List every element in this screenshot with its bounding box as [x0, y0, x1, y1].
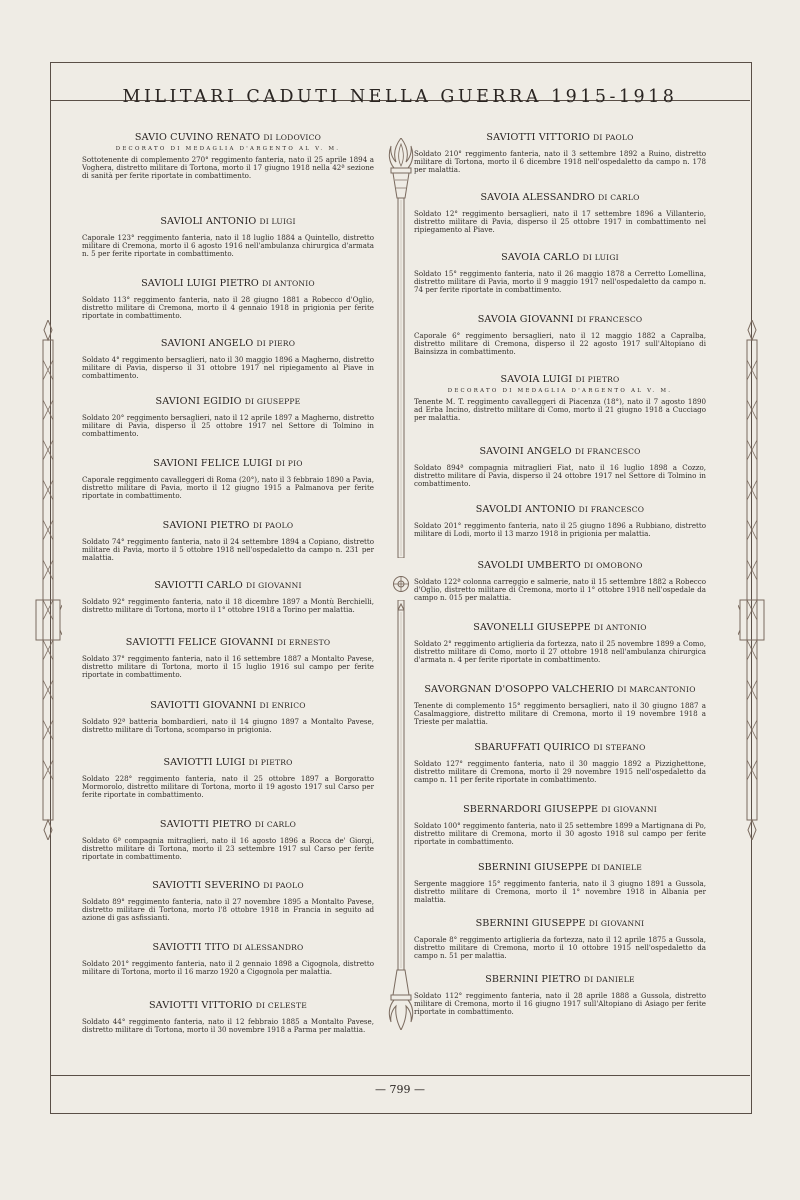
entry [82, 112, 374, 196]
right-fasces-ornament [738, 320, 766, 840]
entry-name: SAVIOLI LUIGI PIETRO DI ANTONIO [141, 278, 315, 289]
entry-text: Soldato 201° reggimento fanteria, nato il 25 giugno 1896 a Rubbiano, distretto militare di Lodi, morto il 13 marzo 1918 in prigionia per malattia. [414, 521, 706, 539]
entry-name: SAVOIA LUIGI DI PIETRO [500, 374, 620, 385]
entry-text: Soldato 4° reggimento bersaglieri, nato il 30 maggio 1896 a Magherno, distretto militare di Pavia, disperso il 31 ottobre 1917 nel ripiegamento al Piave in combattimento. [82, 355, 374, 381]
entry [82, 737, 374, 799]
entry-text: Soldato 6ª compagnia mitraglieri, nato il 16 agosto 1896 a Rocca de' Giorgi, distretto militare di Tortona, morto il 23 settembre 1917 sul Carso per ferite riportate in combattimento. [82, 836, 374, 862]
entry [82, 500, 374, 563]
entry-text: Soldato 92° reggimento fanteria, nato il 18 dicembre 1897 a Montù Berchielli, distretto militare di Tortona, morto il 1° ottobre 1918 a Torino per malattia. [82, 597, 374, 615]
page-number: — 799 — [375, 1083, 425, 1096]
torch-ornament-top [386, 138, 416, 558]
entry [82, 680, 374, 737]
left-fasces-ornament [34, 320, 62, 840]
entry-name: SAVIOTTI SEVERINO DI PAOLO [152, 880, 304, 891]
entry [414, 842, 706, 905]
torch-icon [386, 138, 416, 558]
entry-text: Soldato 210° reggimento fanteria, nato il 3 settembre 1892 a Ruino, distretto militare di Tortona, morto il 6 dicembre 1918 nell'ospedaletto da campo n. 178 per malattia. [414, 149, 706, 175]
entry [414, 898, 706, 961]
entry-name: SAVIOTTI PIETRO DI CARLO [159, 819, 297, 830]
entry [414, 294, 706, 357]
entry [82, 258, 374, 321]
entry-text: Soldato 122ª colonna carreggio e salmerie, nato il 15 settembre 1882 a Robecco d'Oglio, distretto militare di Cremona, morto il 1° ottobre 1918 nell'ospedale da campo n. 015 per malattia. [414, 577, 706, 603]
entry-name: SAVOLDI ANTONIO DI FRANCESCO [475, 504, 645, 515]
entry-text: Soldato 15° reggimento fanteria, nato il 26 maggio 1878 a Cerretto Lomellina, distretto militare di Pavia, morto il 9 maggio 1917 nell'ospedaletto da campo n. 74 per ferite riportate in combattimento. [414, 269, 706, 295]
entry [82, 438, 374, 500]
entry-text: Soldato 92ª batteria bombardieri, nato il 14 giugno 1897 a Montalto Pavese, distretto militare di Tortona, scomparso in prigionia. [82, 717, 374, 735]
entry-name: SAVIOTTI TITO DI ALESSANDRO [152, 942, 304, 953]
entry-name: SAVIOTTI VITTORIO DI PAOLO [486, 132, 634, 143]
entry [82, 560, 374, 617]
entry [414, 172, 706, 235]
entry [414, 354, 706, 426]
entry [414, 954, 706, 1017]
entry-text: Tenente M. T. reggimento cavalleggeri di Piacenza (18°), nato il 7 agosto 1890 ad Erba Incino, distretto militare di Como, morto il 21 giugno 1918 a Cucciago per malattia. [414, 397, 706, 423]
torch-ornament-bottom [386, 600, 416, 1030]
entry-text: Soldato 2° reggimento artiglieria da fortezza, nato il 25 novembre 1899 a Como, distretto militare di Como, morto il 27 ottobre 1918 nell'ambulanza chirurgica d'armata n. 4 per ferite riportate in combattimento. [414, 639, 706, 665]
page-title: MILITARI CADUTI NELLA GUERRA 1915-1918 [122, 86, 678, 107]
entry [414, 426, 706, 489]
entry-text: Soldato 100° reggimento fanteria, nato il 25 settembre 1899 a Martignana di Po, distretto militare di Cremona, morto il 30 agosto 1918 sul campo per ferite riportate in combattimento. [414, 821, 706, 847]
entry-name: SBERNINI GIUSEPPE DI GIOVANNI [475, 918, 645, 929]
entry [414, 540, 706, 602]
entry-name: SAVIOTTI LUIGI DI PIETRO [163, 757, 293, 768]
entry-name: SBERNARDORI GIUSEPPE DI GIOVANNI [463, 804, 657, 815]
entry-text: Soldato 113° reggimento fanteria, nato il 28 giugno 1881 a Robecco d'Oglio, distretto militare di Cremona, morto il 4 gennaio 1918 in prigionia per ferite riportate in combattimento. [82, 295, 374, 321]
entry-name: SAVIONI EGIDIO DI GIUSEPPE [155, 396, 301, 407]
entry-decoration: DECORATO DI MEDAGLIA D'ARGENTO AL V. M. [115, 146, 341, 152]
entry [82, 318, 374, 381]
entry [414, 232, 706, 294]
entry-text: Soldato 201° reggimento fanteria, nato il 2 gennaio 1898 a Cigognola, distretto militare di Tortona, morto il 16 marzo 1920 a Cigognola per malattia. [82, 959, 374, 977]
entry-text: Tenente di complemento 15° reggimento bersaglieri, nato il 30 giugno 1887 a Casalmaggiore, distretto militare di Cremona, morto il 19 novembre 1918 a Trieste per malattia. [414, 701, 706, 727]
entry-text: Soldato 20° reggimento bersaglieri, nato il 12 aprile 1897 a Magherno, distretto militare di Pavia, disperso il 25 ottobre 1917 nel Settore di Tolmino in combattimento. [82, 413, 374, 439]
footer-rule [50, 1075, 750, 1076]
entry-name: SAVIOLI ANTONIO DI LUIGI [160, 216, 296, 227]
entry-text: Caporale 6° reggimento bersaglieri, nato il 12 maggio 1882 a Capralba, distretto militare di Cremona, disperso il 22 agosto 1917 sull'Altopiano di Bainsizza in combattimento. [414, 331, 706, 357]
entry-decoration: DECORATO DI MEDAGLIA D'ARGENTO AL V. M. [447, 388, 673, 394]
entry-name: SAVOIA GIOVANNI DI FRANCESCO [477, 314, 643, 325]
entry-text: Sergente maggiore 15° reggimento fanteria, nato il 3 giugno 1891 a Gussola, distretto militare di Cremona, morto il 1° novembre 1918 in Albania per malattia. [414, 879, 706, 905]
entry-name: SAVIONI FELICE LUIGI DI PIO [153, 458, 303, 469]
entry-text: Caporale reggimento cavalleggeri di Roma (20°), nato il 3 febbraio 1890 a Pavia, distretto militare di Pavia, morto il 12 giugno 1915 a Palmanova per ferite riportate in combattimento. [82, 475, 374, 501]
entry-text: Soldato 127° reggimento fanteria, nato il 30 maggio 1892 a Pizzighettone, distretto militare di Cremona, morto il 29 novembre 1915 nell'ospedaletto da campo n. 11 per ferite riportate in combattimento. [414, 759, 706, 785]
entry-text: Soldato 112° reggimento fanteria, nato il 28 aprile 1888 a Gussola, distretto militare di Cremona, morto il 16 giugno 1917 sull'Altopiano di Asiago per ferite riportate in combattimento. [414, 991, 706, 1017]
entry-name: SAVOIA ALESSANDRO DI CARLO [480, 192, 640, 203]
entry-text: Soldato 12° reggimento bersaglieri, nato il 17 settembre 1896 a Villanterio, distretto militare di Pavia, disperso il 25 ottobre 1917 in combattimento nel ripiegamento al Piave. [414, 209, 706, 235]
inverted-torch-icon [386, 600, 416, 1030]
entry-name: SAVOLDI UMBERTO DI OMOBONO [477, 560, 643, 571]
rosette-icon [392, 575, 410, 593]
entry-name: SAVOIA CARLO DI LUIGI [501, 252, 619, 263]
entry [82, 860, 374, 922]
entry-text: Caporale 123° reggimento fanteria, nato il 18 luglio 1884 a Quintello, distretto militare di Cremona, morto il 6 agosto 1916 nell'ambulanza chirurgica d'armata n. 5 per ferite riportate in combattimento. [82, 233, 374, 259]
entry-text: Soldato 894ª compagnia mitraglieri Fiat, nato il 16 luglio 1898 a Cozzo, distretto militare di Pavia, disperso il 24 ottobre 1917 nel Settore di Tolmino in combattimento. [414, 463, 706, 489]
entry [414, 722, 706, 784]
entry-name: SAVIO CUVINO RENATO DI LODOVICO [134, 132, 322, 143]
entry-text: Soldato 74° reggimento fanteria, nato il 24 settembre 1894 a Copiano, distretto militare di Pavia, morto il 5 ottobre 1918 nell'ospedaletto da campo n. 231 per malattia. [82, 537, 374, 563]
entry-text: Caporale 8° reggimento artiglieria da fortezza, nato il 12 aprile 1875 a Gussola, distretto militare di Cremona, morto il 10 ottobre 1915 nell'ospedaletto da campo n. 51 per malattia. [414, 935, 706, 961]
entry-text: Sottotenente di complemento 270° reggimento fanteria, nato il 25 aprile 1894 a Voghera, distretto militare di Tortona, morto il 17 giugno 1918 nella 42ª sezione di sanità per ferite riportate in combattimento. [82, 155, 374, 181]
entry-name: SAVOINI ANGELO DI FRANCESCO [479, 446, 641, 457]
entry [82, 799, 374, 860]
entry [82, 922, 374, 980]
entry [414, 484, 706, 540]
entry-name: SAVORGNAN D'OSOPPO VALCHERIO DI MARCANTONIO [424, 684, 696, 695]
entry-name: SAVIONI PIETRO DI PAOLO [162, 520, 294, 531]
entry [414, 602, 706, 664]
entry-text: Soldato 44° reggimento fanteria, nato il 12 febbraio 1885 a Montalto Pavese, distretto militare di Tortona, morto il 30 novembre 1918 a Parma per malattia. [82, 1017, 374, 1035]
entry [82, 980, 374, 1038]
entry-name: SAVIOTTI GIOVANNI DI ENRICO [150, 700, 306, 711]
entry [82, 376, 374, 438]
entry-name: SAVIOTTI FELICE GIOVANNI DI ERNESTO [125, 637, 331, 648]
entry-name: SBERNINI GIUSEPPE DI DANIELE [477, 862, 642, 873]
entry-name: SAVONELLI GIUSEPPE DI ANTONIO [473, 622, 647, 633]
fasces-icon [34, 320, 62, 840]
entry [414, 112, 706, 175]
left-column [82, 112, 374, 1038]
entry-name: SAVIOTTI VITTORIO DI CELESTE [149, 1000, 307, 1011]
entry-name: SBARUFFATI QUIRICO DI STEFANO [474, 742, 646, 753]
entry [414, 784, 706, 847]
entry-name: SAVIONI ANGELO DI PIERO [160, 338, 296, 349]
entry [82, 196, 374, 258]
entry-text: Soldato 89° reggimento fanteria, nato il 27 novembre 1895 a Montalto Pavese, distretto militare di Tortona, morto l'8 ottobre 1918 in Francia in seguito ad azione di gas asfissianti. [82, 897, 374, 923]
right-column [414, 112, 706, 1017]
entry-text: Soldato 37° reggimento fanteria, nato il 16 settembre 1887 a Montalto Pavese, distretto militare di Tortona, morto il 15 luglio 1916 sul campo per ferite riportate in combattimento. [82, 654, 374, 680]
entry [414, 664, 706, 727]
entry-text: Soldato 228° reggimento fanteria, nato il 25 ottobre 1897 a Borgoratto Mormorolo, distretto militare di Tortona, morto il 19 agosto 1917 sul Carso per ferite riportate in combattimento. [82, 774, 374, 800]
fasces-icon [738, 320, 766, 840]
entry [82, 617, 374, 680]
entry-name: SAVIOTTI CARLO DI GIOVANNI [154, 580, 302, 591]
entry-name: SBERNINI PIETRO DI DANIELE [485, 974, 635, 985]
